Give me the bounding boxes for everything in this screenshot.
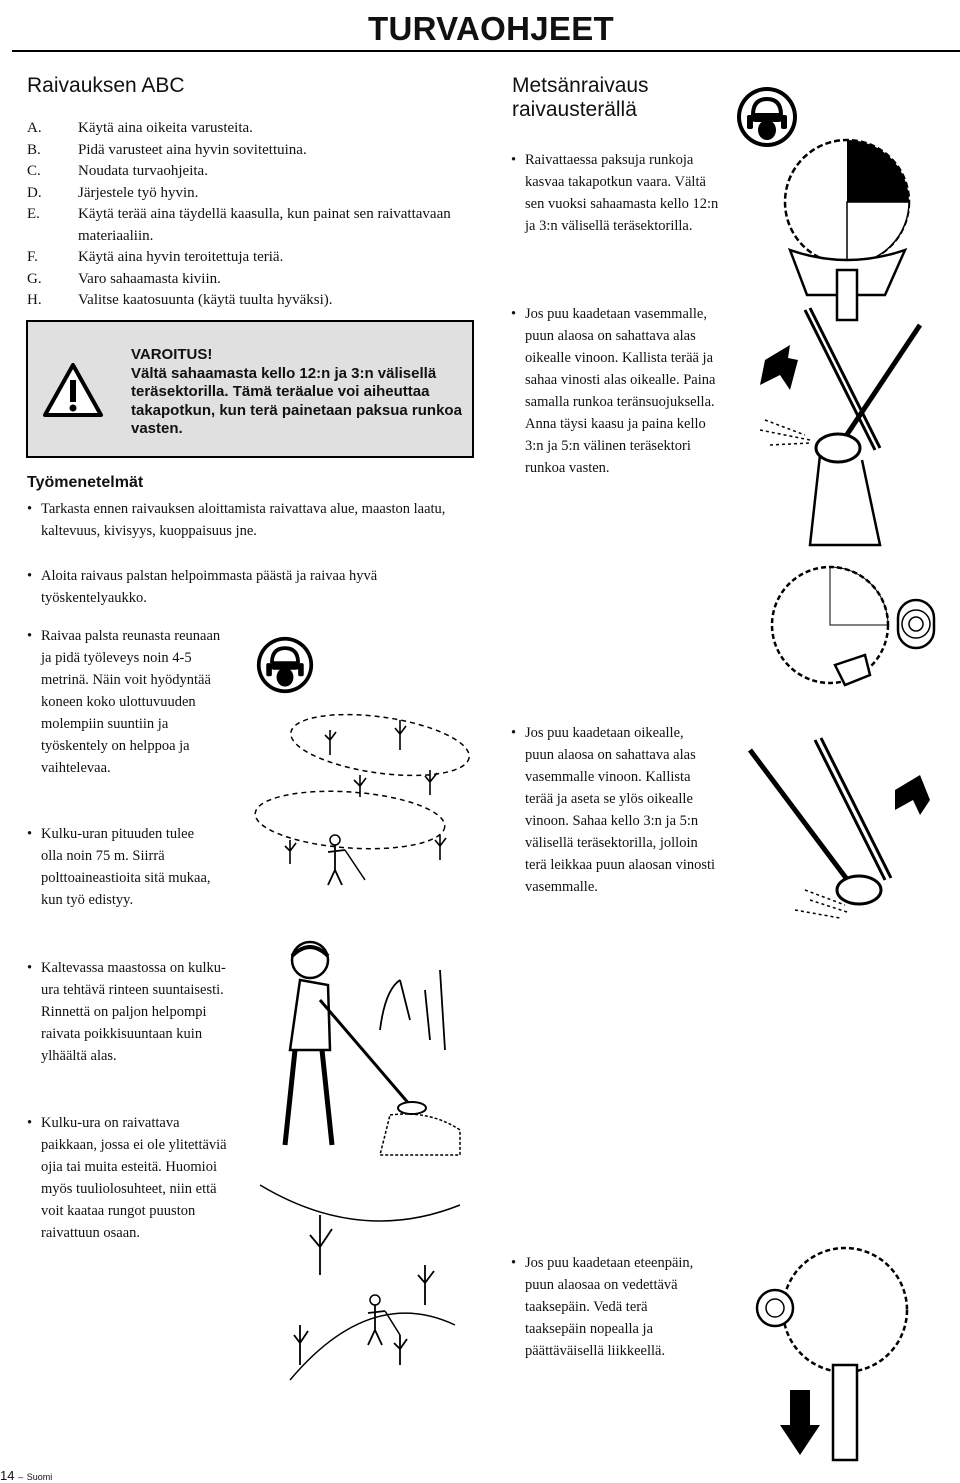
page-header [12,0,960,52]
list-item: H. Valitse kaatosuunta (käytä tuulta hyväksi). [27,292,333,308]
forest-bullet: • Jos puu kaadetaan eteenpäin, puun alaosaa on vedettävä taaksepäin. Vedä terä taaksepäin nopealla ja päättäväisellä liikkeellä. [511,1252,711,1362]
forest-bullet: • Raivattaessa paksuja runkoja kasvaa takapotkun vaara. Vältä sen vuoksi sahaamasta kello 12:n ja 3:n välisellä teräsektorilla. [511,149,723,237]
page-number: 14 [0,1468,15,1483]
methods-bullet: • Kaltevassa maastossa on kulku-ura tehtävä rinteen suuntaisesti. Rinnettä on paljon helpompi raivata poikkisuuntaan kuin ylhäältä alas. [27,957,227,1067]
worker-clearing-illustration [260,930,470,1160]
fell-left-illustration [750,300,940,550]
methods-bullet: • Kulku-ura on raivattava paikkaan, jossa ei ole ylitettäviä ojia tai muita esteitä. Huomioi myös tuuliolosuhteet, niin että voit kaataa rungot puuston raivattuun osaan. [27,1112,237,1244]
warning-text [131,346,467,439]
protective-gear-icon [255,635,315,695]
forest-heading: Metsänraivaus raivausterällä [512,74,649,121]
list-item: F. Käytä aina hyvin teroitettuja teriä. [27,249,284,265]
blade-log-illustration [770,560,945,690]
list-item: E. Käytä terää aina täydellä kaasulla, kun painat sen raivattavaan materiaaliin. [27,206,451,244]
slope-clearing-illustration [250,1165,465,1380]
methods-bullet: • Kulku-uran pituuden tulee olla noin 75 m. Siirrä polttoaineastioita sitä mukaa, kun työ edistyy. [27,823,217,911]
list-item: B. Pidä varusteet aina hyvin sovitettuina. [27,141,307,158]
methods-heading: Työmenetelmät [27,474,144,491]
kickback-sector-blade-illustration [785,120,945,320]
forest-bullet: • Jos puu kaadetaan oikealle, puun alaosa on sahattava alas vasemmalle vinoon. Kallista terää ja aseta se ylös oikealle vinoon. Sahaa kello 3:n ja 5:n välisellä teräsektorilla, jolloin terä leikkaa puun alaosan vinosti vasemmalle. [511,722,716,898]
arrow-right-icon [895,775,930,815]
arrow-down-icon [780,1390,820,1455]
list-item: A. Käytä aina oikeita varusteita. [27,120,253,136]
methods-bullet: • Tarkasta ennen raivauksen aloittamista raivattava alue, maaston laatu, kaltevuus, kivisyys, kuoppaisuus jne. [27,498,472,542]
warning-title: VAROITUS! [131,346,213,363]
pull-back-illustration [745,1240,945,1460]
list-item: C. Noudata turvaohjeita. [27,163,208,179]
list-item: D. Järjestele työ hyvin. [27,184,199,201]
abc-heading: Raivauksen ABC [27,74,185,97]
warning-body: Vältä sahaamasta kello 12:n ja 3:n välisellä teräsektorilla. Tämä teräalue voi aiheuttaa takapotkun, kun terä painetaan paksua runkoa vasten. [131,364,462,437]
footer-language: Suomi [26,1472,53,1482]
page-footer: 14 – Suomi [0,1468,53,1483]
abc-list [27,118,467,312]
warning-triangle-icon [42,362,104,418]
forest-bullet: • Jos puu kaadetaan vasemmalle, puun alaosa on sahattava alas oikealle vinoon. Kallista terää ja sahaa vinosti alas oikealle. Paina samalla runkoa teränsuojuksella. Anna täysi kaasu ja paina kello 3:n ja 5:n välinen teräsektori runkoa vasten. [511,303,723,479]
list-item: G. Varo sahaamasta kiviin. [27,270,221,287]
work-area-plan-illustration [250,700,470,900]
methods-bullet: • Raivaa palsta reunasta reunaan ja pidä työleveys noin 4-5 metrinä. Näin voit hyödyntää koneen koko ulottuvuuden molempiin suuntiin ja työskentely on helppoa ja vaihtelevaa. [27,625,232,779]
fell-right-illustration [735,730,945,980]
arrow-left-icon [760,345,798,390]
methods-bullet: • Aloita raivaus palstan helpoimmasta päästä ja raivaa hyvä työskentelyaukko. [27,565,472,609]
page-title: TURVAOHJEET [368,10,614,47]
warning-box [26,320,474,458]
